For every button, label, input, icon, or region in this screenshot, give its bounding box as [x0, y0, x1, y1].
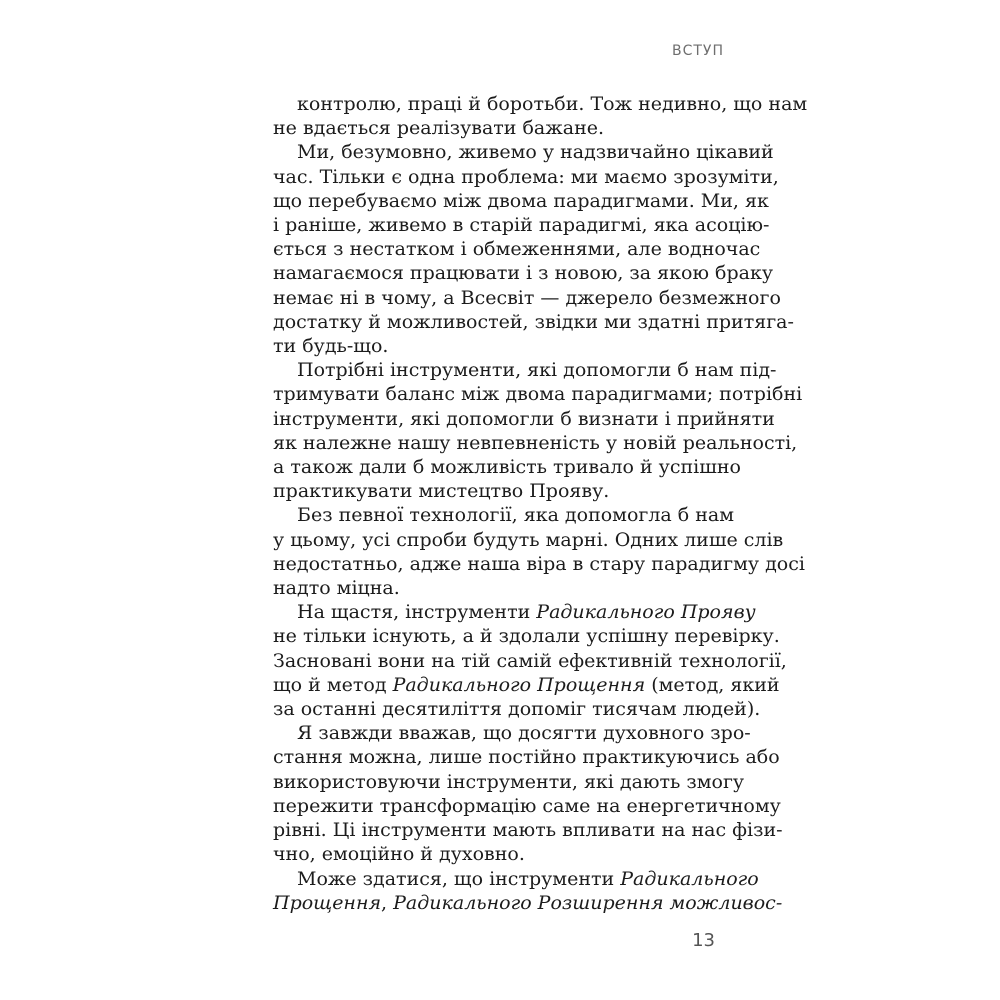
- text-line: Ми, безумовно, живемо у надзвичайно цікавий: [297, 141, 774, 164]
- text-line: і раніше, живемо в старій парадигмі, яка асоцію-: [273, 214, 770, 237]
- text-line: час. Тільки є одна проблема: ми маємо зрозуміти,: [273, 165, 779, 188]
- paragraph: [273, 503, 805, 600]
- paragraph: [273, 92, 808, 140]
- text-line: Засновані вони на тій самій ефективній технології,: [273, 649, 787, 672]
- body-text: [273, 92, 808, 915]
- text-line: не тільки існують, а й здолали успішну перевірку.: [273, 625, 780, 648]
- text-line: контролю, праці й боротьби. Тож недивно, що нам: [297, 93, 808, 115]
- text-line: чно, емоційно й духовно.: [273, 843, 525, 866]
- paragraph: [273, 358, 803, 503]
- text-line: Прощення, Радикального Розширення можливос-: [273, 891, 783, 914]
- text-line: стання можна, лише постійно практикуючись або: [273, 746, 780, 769]
- paragraph: [273, 721, 783, 866]
- text-line: ти будь-що.: [273, 335, 389, 358]
- text-line: ється з нестатком і обмеженнями, але водночас: [273, 238, 761, 261]
- paragraph: [273, 600, 787, 721]
- text-line: за останні десятиліття допоміг тисячам людей).: [273, 698, 761, 721]
- text-line: Без певної технології, яка допомогла б нам: [297, 504, 735, 527]
- text-line: Я завжди вважав, що досягти духовного зро-: [297, 722, 751, 745]
- text-line: недостатньо, адже наша віра в стару парадигму досі: [273, 552, 805, 575]
- text-line: достатку й можливостей, звідки ми здатні притяга-: [273, 310, 794, 333]
- text-line: що перебуваємо між двома парадигмами. Ми, як: [273, 189, 769, 212]
- text-line: рівні. Ці інструменти мають впливати на нас фізи-: [273, 819, 783, 842]
- text-line: На щастя, інструменти Радикального Прояву: [297, 601, 756, 624]
- text-line: у цьому, усі спроби будуть марні. Одних лише слів: [273, 528, 784, 551]
- italic-title: Радикального Розширення можливос-: [393, 891, 783, 914]
- running-head: ВСТУП: [672, 43, 724, 59]
- text-line: надто міцна.: [273, 577, 400, 600]
- text-line: тримувати баланс між двома парадигмами; потрібні: [273, 383, 803, 406]
- text-line: Може здатися, що інструменти Радикального: [297, 867, 759, 890]
- text-line: пережити трансформацію саме на енергетичному: [273, 794, 781, 817]
- italic-title: Радикального Прояву: [536, 601, 756, 624]
- text-line: інструменти, які допомогли б визнати і прийняти: [273, 407, 775, 430]
- paragraph: [273, 867, 783, 915]
- paragraph: [273, 140, 794, 358]
- text-line: використовуючи інструменти, які дають змогу: [273, 770, 745, 793]
- italic-title: Прощення: [273, 891, 382, 914]
- page-number: 13: [692, 930, 715, 951]
- text-line: не вдається реалізувати бажане.: [273, 117, 605, 140]
- text-line: немає ні в чому, а Всесвіт — джерело безмежного: [273, 286, 781, 309]
- text-line: намагаємося працювати і з новою, за якою браку: [273, 262, 774, 285]
- italic-title: Радикального: [620, 867, 759, 890]
- italic-title: Радикального Прощення: [392, 673, 646, 696]
- text-line: як належне нашу невпевненість у новій реальності,: [273, 431, 798, 454]
- text-line: а також дали б можливість тривало й успішно: [273, 456, 741, 479]
- text-line: Потрібні інструменти, які допомогли б нам під-: [297, 359, 777, 382]
- text-line: практикувати мистецтво Прояву.: [273, 480, 610, 503]
- text-line: що й метод Радикального Прощення (метод, який: [273, 673, 780, 696]
